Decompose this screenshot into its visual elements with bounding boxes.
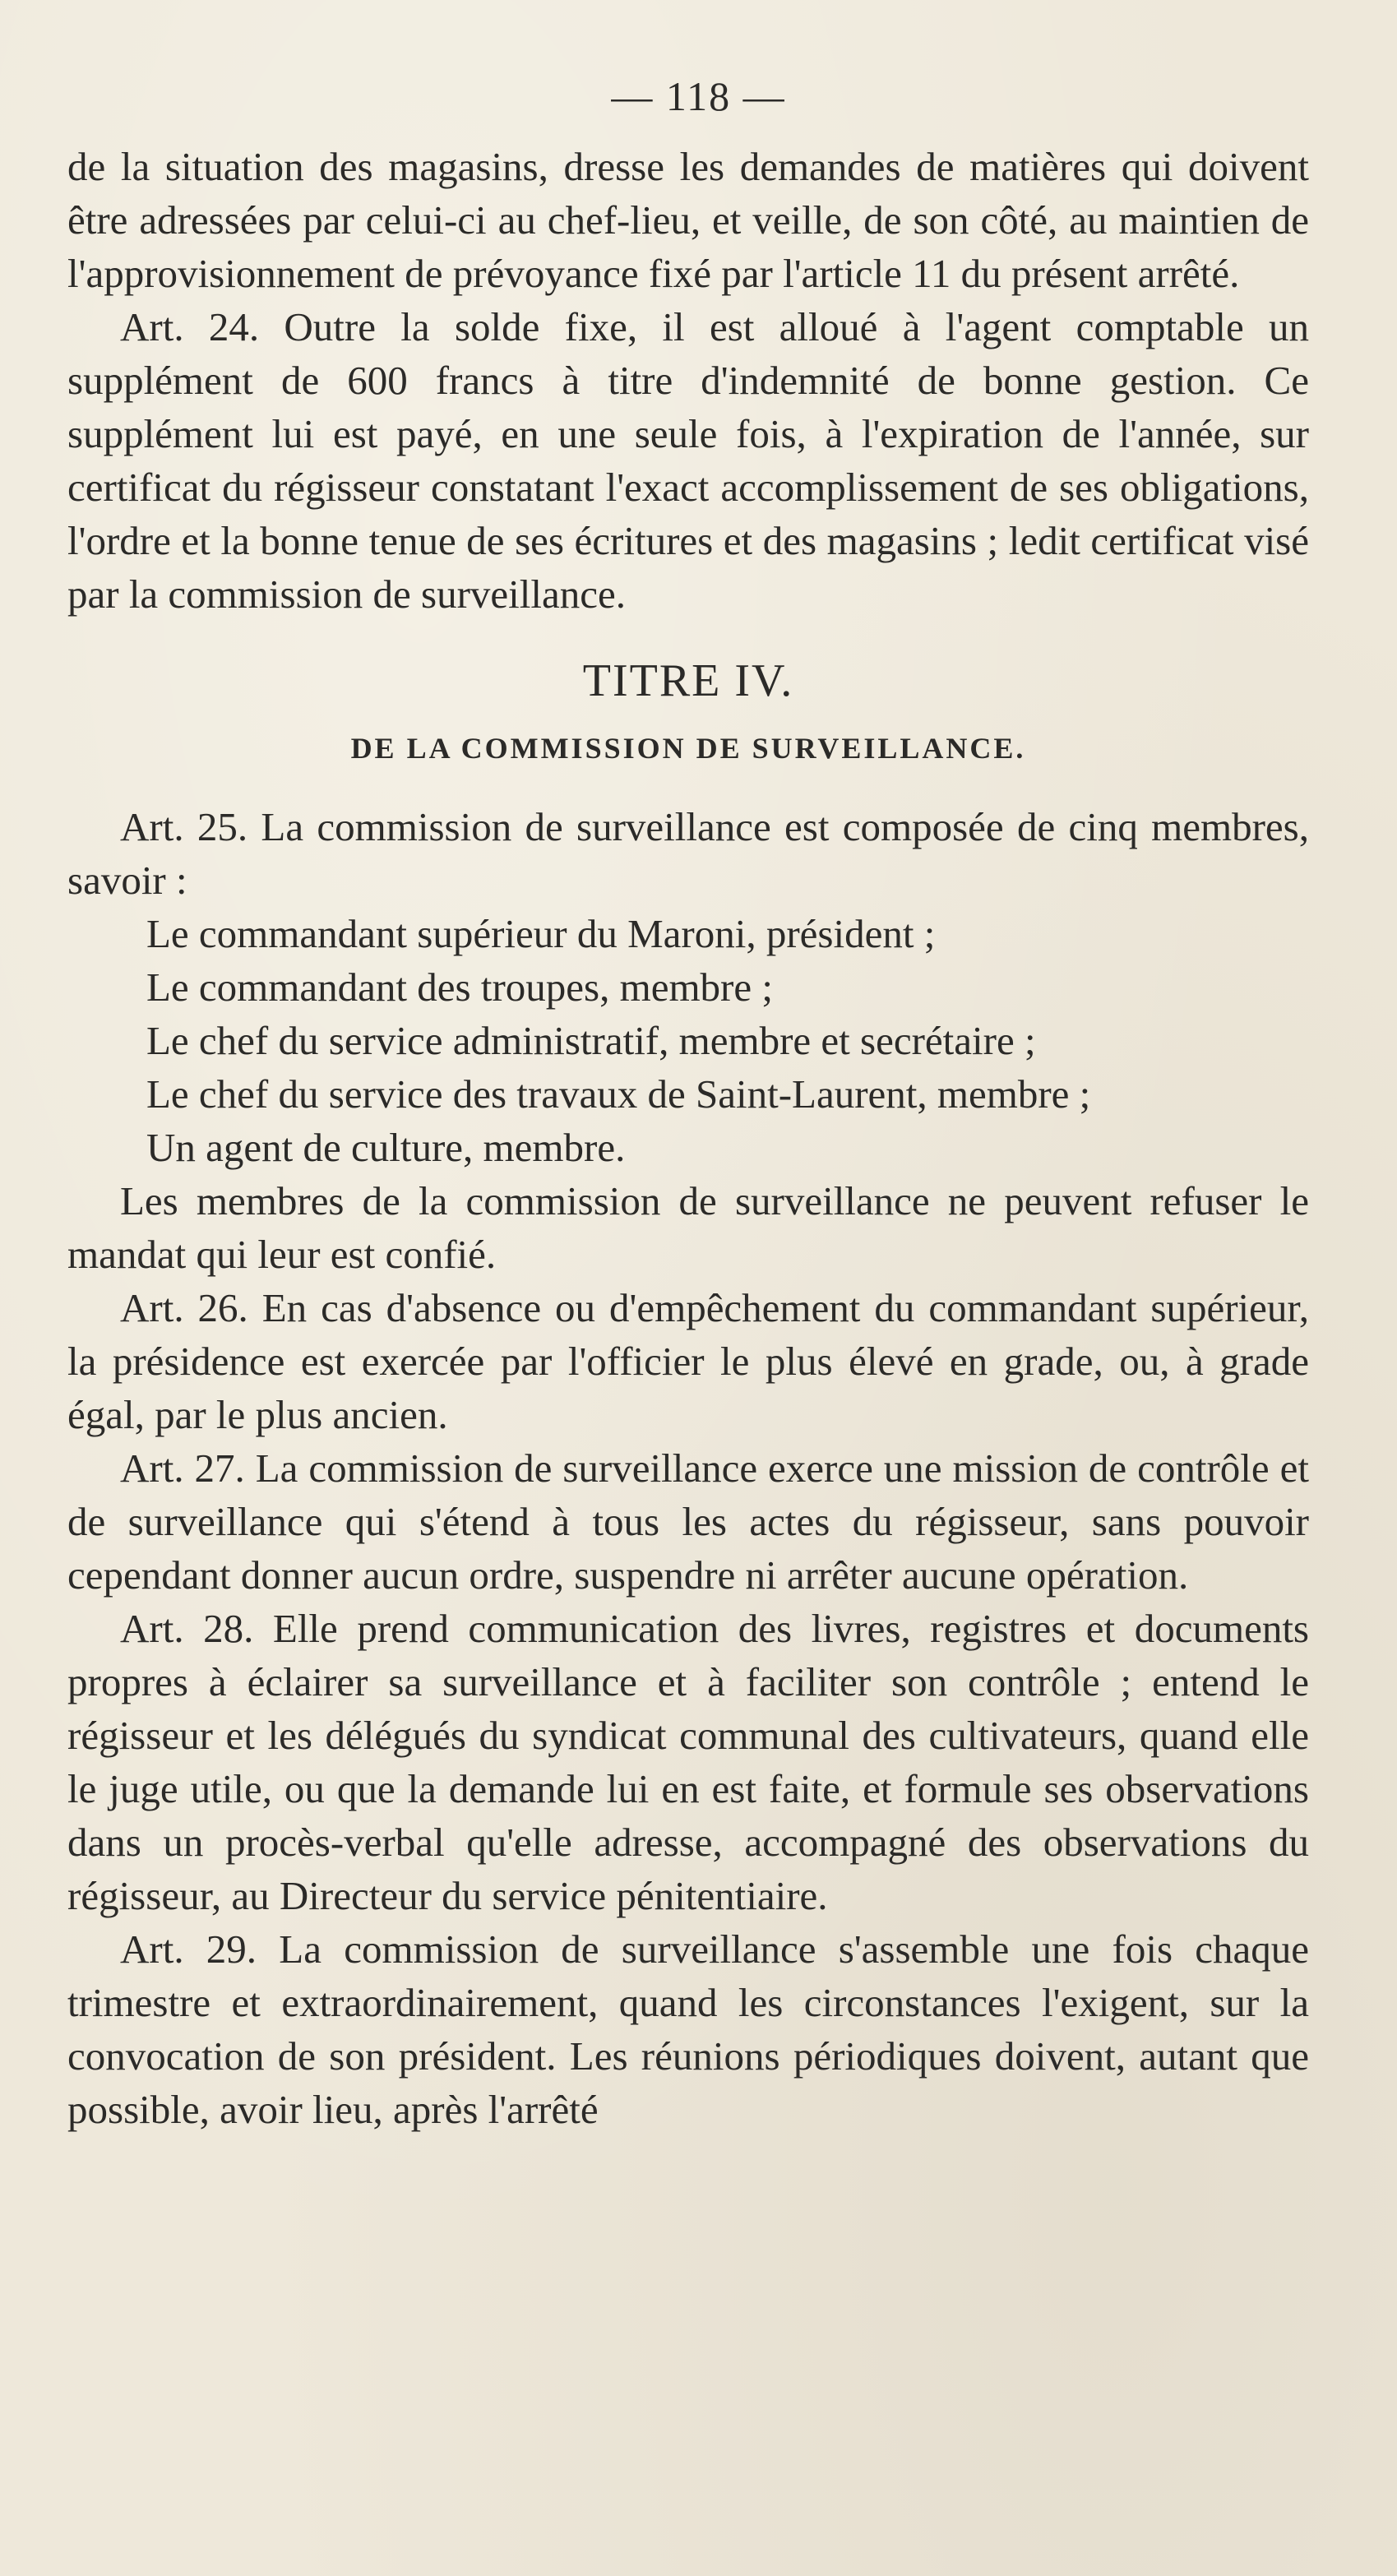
article-25: Art. 25. La commission de surveillance est composée de cinq membres, savoir :	[67, 804, 1309, 903]
article-29: Art. 29. La commission de surveillance s'assemble une fois chaque trimestre et extraordinairement, quand les circonstances l'exigent, sur la convocation de son président. Les réunions périodiques doivent, autant que possible, avoir lieu, après l'arrêté	[67, 1926, 1309, 2132]
page-number: — 118 —	[611, 73, 786, 119]
section-title: TITRE IV.	[582, 655, 794, 706]
paragraph-continuation: de la situation des magasins, dresse les demandes de matières qui doivent être adressées par celui-ci au chef-lieu, et veille, de son côté, au maintien de l'approvisionnement de prévoyance fixé par l'article 11 du présent arrêté.	[67, 144, 1309, 296]
member-item-1: Le commandant supérieur du Maroni, président ;	[146, 911, 936, 956]
article-26: Art. 26. En cas d'absence ou d'empêchement du commandant supérieur, la présidence est exercée par l'officier le plus élevé en grade, ou, à grade égal, par le plus ancien.	[67, 1285, 1309, 1437]
paragraph-members-mandate: Les membres de la commission de surveillance ne peuvent refuser le mandat qui leur est confié.	[67, 1178, 1309, 1277]
article-24: Art. 24. Outre la solde fixe, il est alloué à l'agent comptable un supplément de 600 francs à titre d'indemnité de bonne gestion. Ce supplément lui est payé, en une seule fois, à l'expiration de l'année, sur certificat du régisseur constatant l'exact accomplissement de ses obligations, l'ordre et la bonne tenue de ses écritures et des magasins ; ledit certificat visé par la commission de surveillance.	[67, 304, 1309, 617]
article-27: Art. 27. La commission de surveillance exerce une mission de contrôle et de surveillance qui s'étend à tous les actes du régisseur, sans pouvoir cependant donner aucun ordre, suspendre ni arrêter aucune opération.	[67, 1445, 1309, 1598]
member-item-3: Le chef du service administratif, membre et secrétaire ;	[146, 1018, 1036, 1063]
article-28: Art. 28. Elle prend communication des livres, registres et documents propres à éclairer sa surveillance et à faciliter son contrôle ; entend le régisseur et les délégués du syndicat communal des cultivateurs, quand elle le juge utile, ou que la demande lui en est faite, et formule ses observations dans un procès-verbal qu'elle adresse, accompagné des observations du régisseur, au Directeur du service pénitentiaire.	[67, 1606, 1309, 1918]
member-item-4: Le chef du service des travaux de Saint-Laurent, membre ;	[146, 1071, 1091, 1117]
member-item-5: Un agent de culture, membre.	[146, 1125, 626, 1170]
page-body	[67, 140, 1309, 2136]
member-item-2: Le commandant des troupes, membre ;	[146, 964, 773, 1010]
section-subtitle: DE LA COMMISSION DE SURVEILLANCE.	[350, 732, 1026, 765]
